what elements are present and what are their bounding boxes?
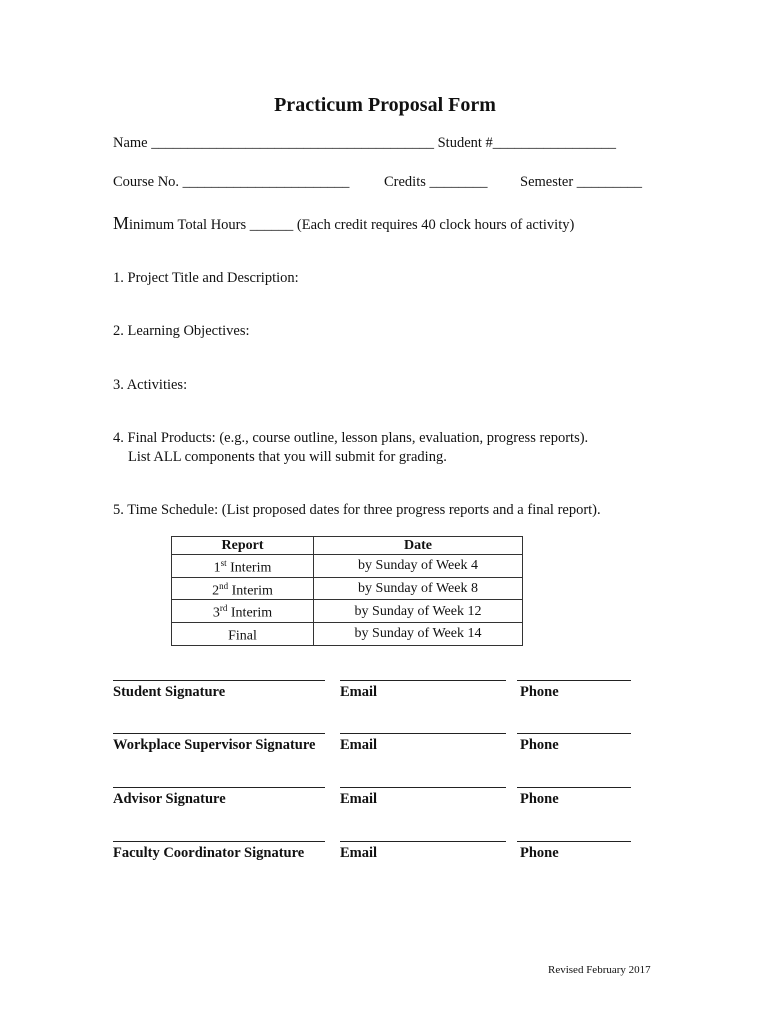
workplace-phone-label: Phone xyxy=(520,737,559,753)
form-title: Practicum Proposal Form xyxy=(274,94,496,116)
faculty-phone-line[interactable] xyxy=(517,841,631,842)
table-row xyxy=(172,600,523,623)
advisor-email-line[interactable] xyxy=(340,787,506,788)
advisor-phone-line[interactable] xyxy=(517,787,631,788)
minimum-hours-field[interactable] xyxy=(113,213,574,234)
table-row xyxy=(172,622,523,645)
date-cell: by Sunday of Week 4 xyxy=(314,555,523,578)
student-email-label: Email xyxy=(340,684,378,700)
student-signature-label: Student Signature xyxy=(113,684,226,700)
workplace-signature-label: Workplace Supervisor Signature xyxy=(113,737,316,753)
credits-field[interactable]: Credits ________ xyxy=(384,174,488,190)
advisor-signature-label: Advisor Signature xyxy=(113,791,226,807)
table-row xyxy=(172,577,523,600)
student-signature-line[interactable] xyxy=(113,680,325,681)
section-final-products: 4. Final Products: (e.g., course outline, lesson plans, evaluation, progress reports). xyxy=(113,430,589,446)
workplace-phone-line[interactable] xyxy=(517,733,631,734)
student-phone-line[interactable] xyxy=(517,680,631,681)
course-number-field[interactable]: Course No. _______________________ xyxy=(113,174,350,190)
name-student-field[interactable]: Name _______________________________________ Student #_________________ xyxy=(113,135,617,151)
faculty-signature-label: Faculty Coordinator Signature xyxy=(113,845,305,861)
advisor-signature-line[interactable] xyxy=(113,787,325,788)
schedule-table xyxy=(171,536,523,646)
date-cell: by Sunday of Week 8 xyxy=(314,577,523,600)
date-cell: by Sunday of Week 14 xyxy=(314,622,523,645)
workplace-email-label: Email xyxy=(340,737,378,753)
faculty-phone-label: Phone xyxy=(520,845,559,861)
report-cell: 3rd Interim xyxy=(172,600,314,623)
minimum-hours-text: inimum Total Hours ______ (Each credit requires 40 clock hours of activity) xyxy=(129,217,575,233)
workplace-signature-line[interactable] xyxy=(113,733,325,734)
section-learning-objectives: 2. Learning Objectives: xyxy=(113,323,250,339)
revision-date: Revised February 2017 xyxy=(548,964,651,976)
section-project-title: 1. Project Title and Description: xyxy=(113,270,299,286)
faculty-email-line[interactable] xyxy=(340,841,506,842)
faculty-email-label: Email xyxy=(340,845,378,861)
section-final-products-note: List ALL components that you will submit for grading. xyxy=(128,449,447,465)
dropcap-letter: M xyxy=(113,213,130,233)
faculty-signature-line[interactable] xyxy=(113,841,325,842)
report-cell: 2nd Interim xyxy=(172,577,314,600)
section-time-schedule: 5. Time Schedule: (List proposed dates for three progress reports and a final report). xyxy=(113,502,601,518)
report-cell: Final xyxy=(172,622,314,645)
section-activities: 3. Activities: xyxy=(113,377,188,393)
advisor-phone-label: Phone xyxy=(520,791,559,807)
workplace-email-line[interactable] xyxy=(340,733,506,734)
semester-field[interactable]: Semester _________ xyxy=(520,174,643,190)
student-phone-label: Phone xyxy=(520,684,559,700)
column-header-report: Report xyxy=(172,537,314,555)
advisor-email-label: Email xyxy=(340,791,378,807)
date-cell: by Sunday of Week 12 xyxy=(314,600,523,623)
report-cell: 1st Interim xyxy=(172,555,314,578)
column-header-date: Date xyxy=(314,537,523,555)
table-header-row xyxy=(172,537,523,555)
student-email-line[interactable] xyxy=(340,680,506,681)
table-row xyxy=(172,555,523,578)
